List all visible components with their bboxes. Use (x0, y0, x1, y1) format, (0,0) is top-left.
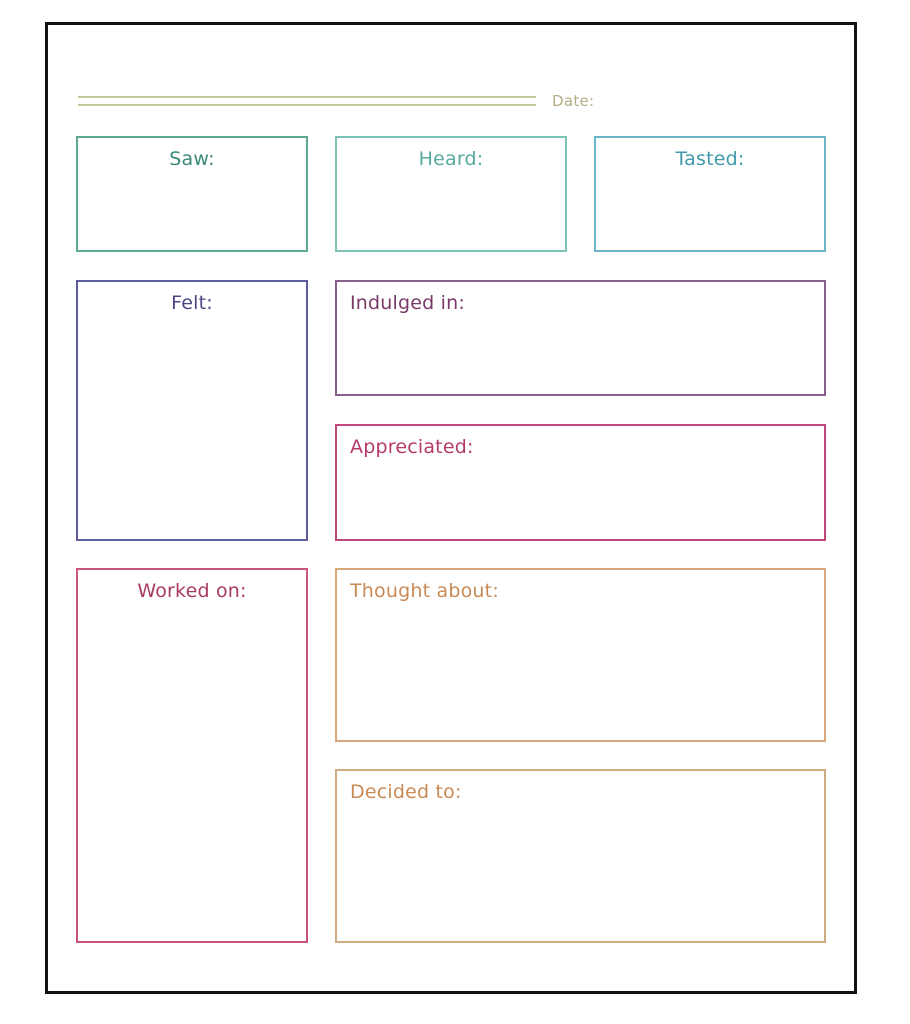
saw-label: Saw: (169, 148, 215, 170)
indulged-in-label: Indulged in: (350, 292, 465, 314)
date-label: Date: (552, 92, 595, 110)
appreciated-label: Appreciated: (350, 436, 474, 458)
decided-to-box[interactable] (335, 769, 826, 943)
title-rule-bottom (78, 104, 536, 106)
indulged-in-box[interactable] (335, 280, 826, 396)
tasted-label: Tasted: (675, 148, 745, 170)
saw-box[interactable] (76, 136, 308, 252)
thought-about-box[interactable] (335, 568, 826, 742)
worked-on-label: Worked on: (137, 580, 247, 602)
heard-box[interactable] (335, 136, 567, 252)
appreciated-box[interactable] (335, 424, 826, 541)
worked-on-box[interactable] (76, 568, 308, 943)
heard-label: Heard: (418, 148, 484, 170)
title-rule-top (78, 96, 536, 98)
tasted-box[interactable] (594, 136, 826, 252)
felt-box[interactable] (76, 280, 308, 541)
felt-label: Felt: (171, 292, 213, 314)
thought-about-label: Thought about: (350, 580, 499, 602)
decided-to-label: Decided to: (350, 781, 462, 803)
